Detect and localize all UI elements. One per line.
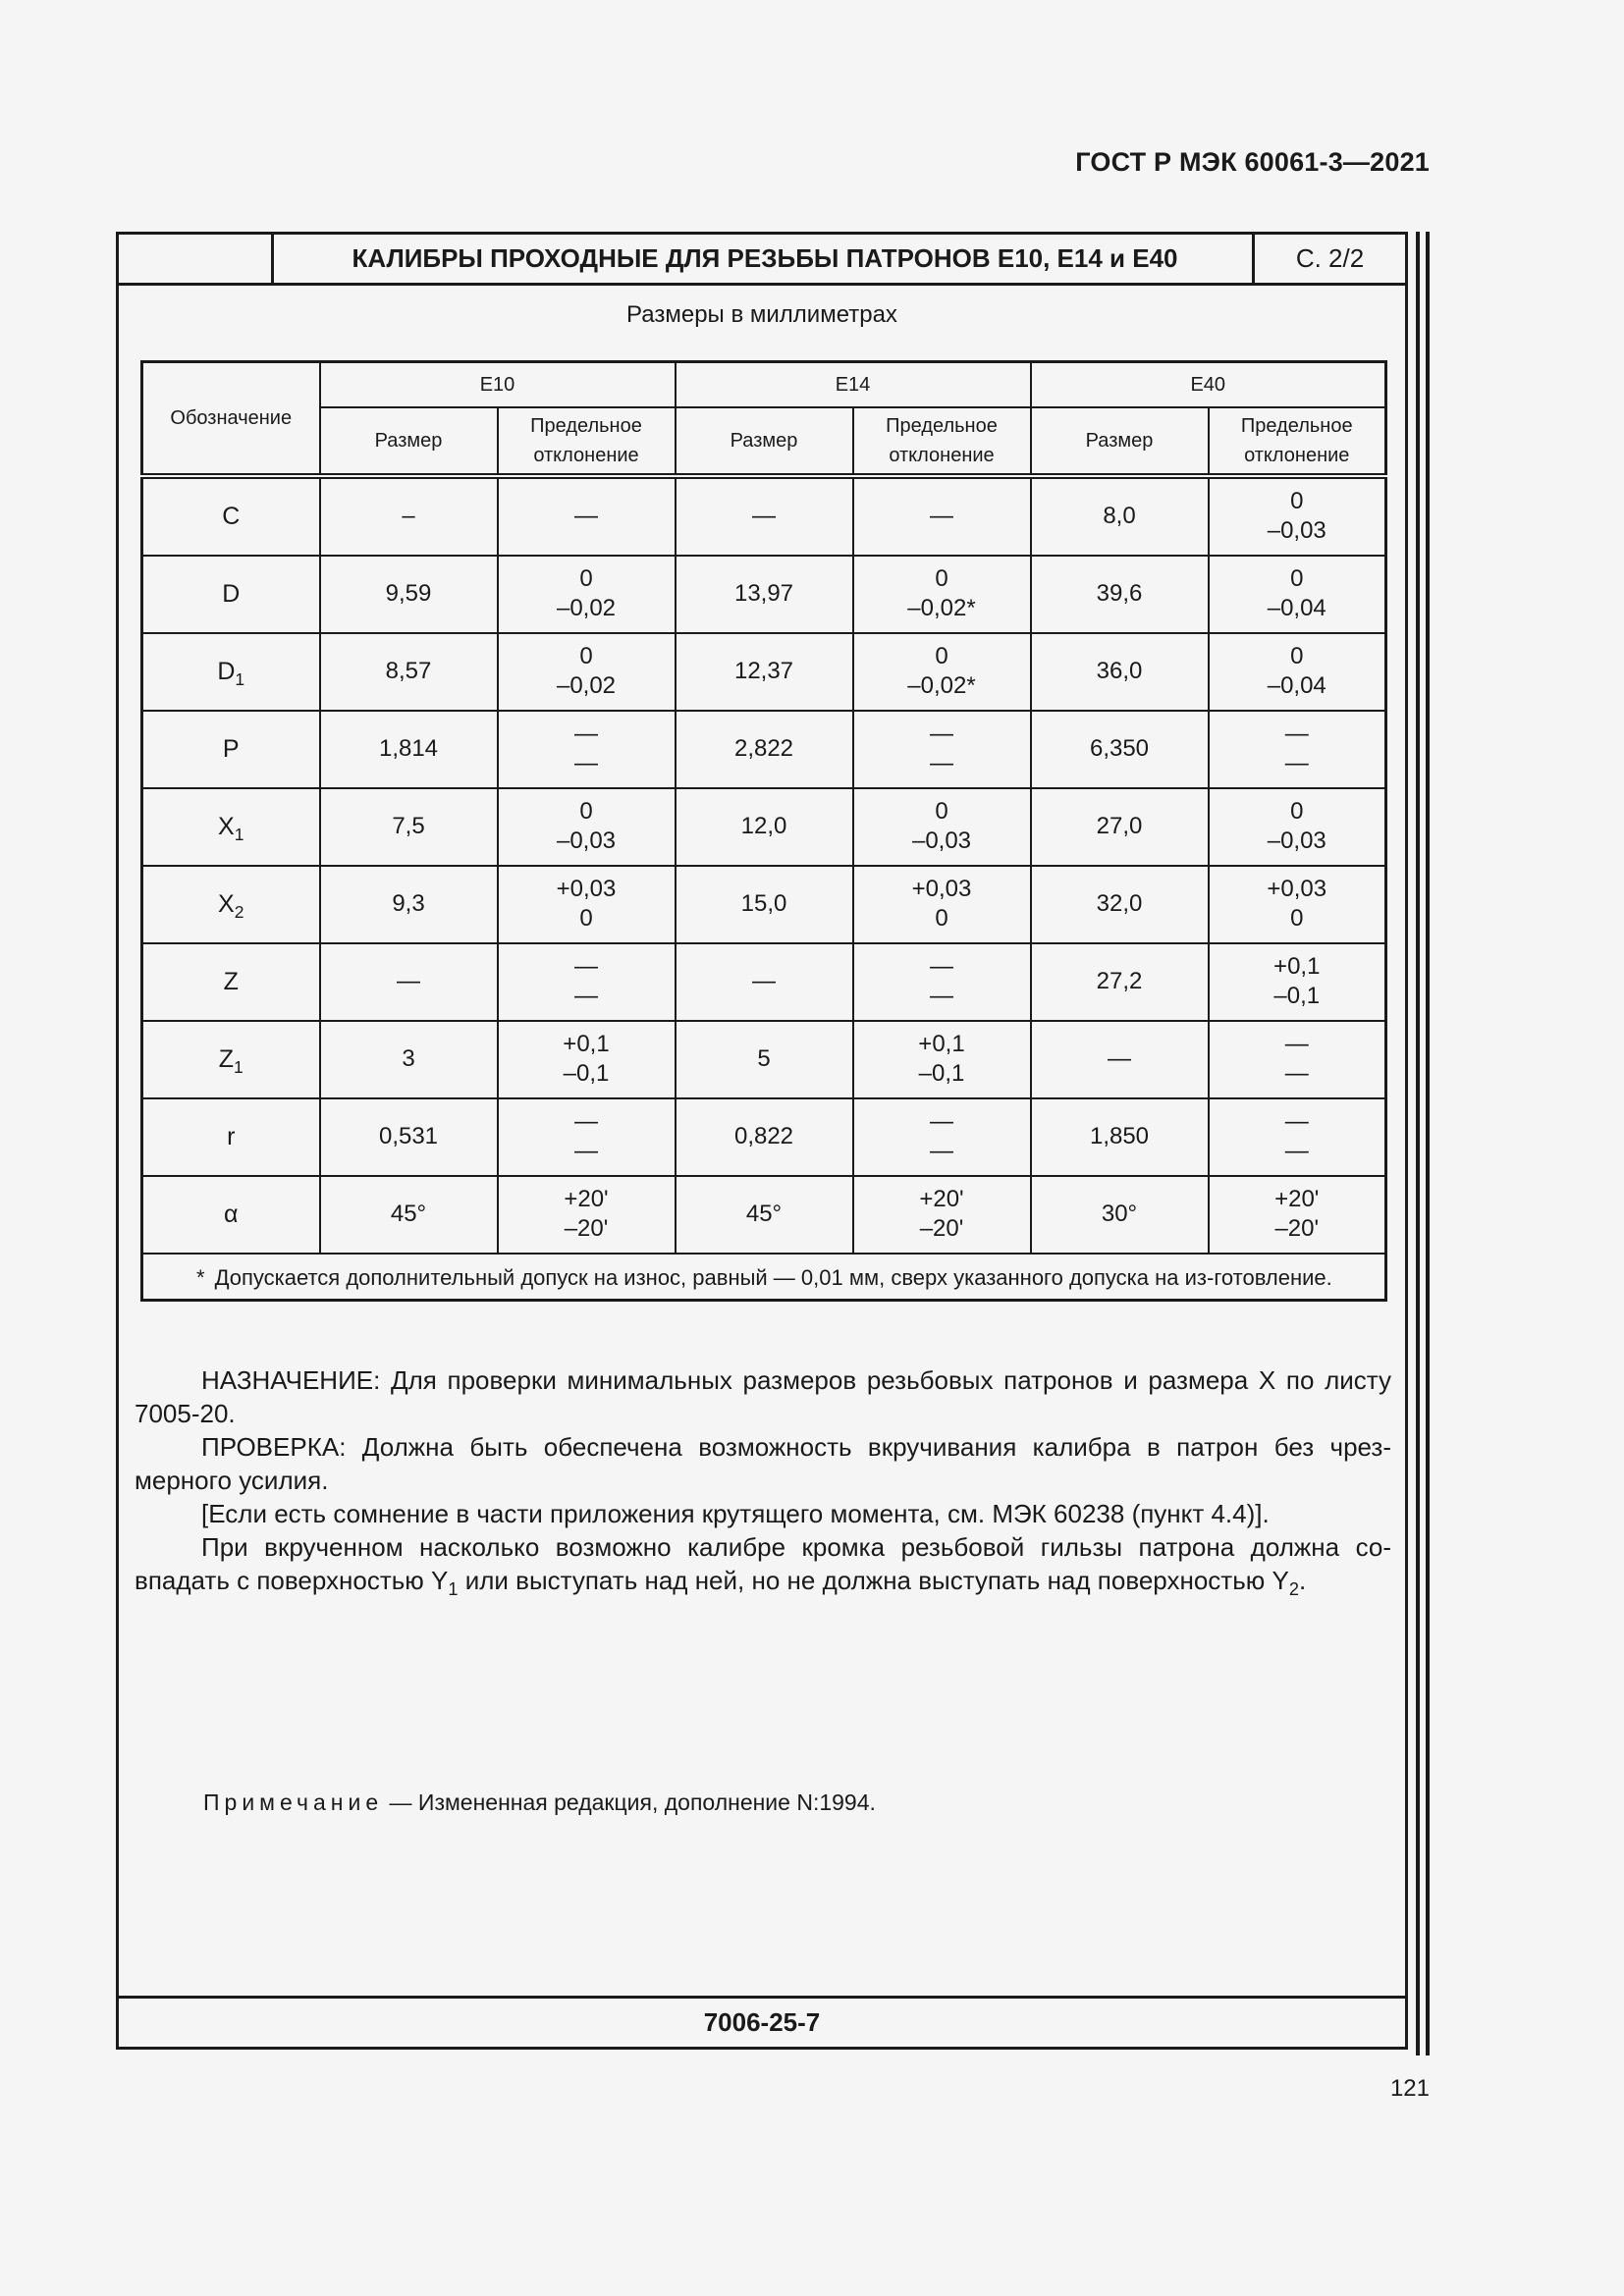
deviation-cell: 0 –0,02: [498, 556, 676, 633]
group-header-e14: E14: [676, 362, 1031, 407]
deviation-cell: 0 –0,04: [1209, 633, 1386, 711]
row-designation: α: [142, 1176, 320, 1254]
page-number: 121: [1389, 2075, 1430, 2102]
deviation-cell: — —: [853, 711, 1031, 788]
deviation-cell: — —: [1209, 1021, 1386, 1098]
table-row: [142, 866, 1386, 943]
table-row: [142, 476, 1386, 556]
size-cell: –: [320, 476, 498, 556]
size-header: Размер: [320, 407, 498, 476]
deviation-cell: — —: [498, 943, 676, 1021]
deviation-cell: +20' –20': [853, 1176, 1031, 1254]
size-cell: 1,850: [1031, 1098, 1209, 1176]
size-cell: —: [320, 943, 498, 1021]
deviation-cell: +0,1 –0,1: [853, 1021, 1031, 1098]
deviation-header: Предельное отклонение: [853, 407, 1031, 476]
size-cell: 7,5: [320, 788, 498, 866]
size-cell: 0,531: [320, 1098, 498, 1176]
table-footnote: * Допускается дополнительный допуск на износ, равный — 0,01 мм, сверх указанного допуска на из-готовление.: [142, 1254, 1386, 1301]
deviation-cell: —: [853, 476, 1031, 556]
torque-paragraph: [Если есть сомнение в части приложения крутящего момента, см. МЭК 60238 (пункт 4.4)].: [201, 1499, 1270, 1528]
deviation-cell: — —: [498, 1098, 676, 1176]
row-designation: C: [142, 476, 320, 556]
drawing-frame: [116, 232, 1408, 2050]
deviation-header: Предельное отклонение: [498, 407, 676, 476]
table-row: [142, 556, 1386, 633]
deviation-cell: 0 –0,03: [498, 788, 676, 866]
table-row: [142, 711, 1386, 788]
size-cell: 32,0: [1031, 866, 1209, 943]
size-cell: 45°: [676, 1176, 853, 1254]
table-row: [142, 1176, 1386, 1254]
deviation-cell: 0 –0,03: [853, 788, 1031, 866]
row-designation: r: [142, 1098, 320, 1176]
size-cell: 36,0: [1031, 633, 1209, 711]
table-row: [142, 788, 1386, 866]
frame-edge-line: [1426, 232, 1430, 2056]
note-label: Примечание: [203, 1789, 384, 1815]
standard-designation: ГОСТ Р МЭК 60061-3—2021: [1075, 147, 1430, 177]
table-row: [142, 633, 1386, 711]
size-cell: 39,6: [1031, 556, 1209, 633]
row-designation: $D_1$: [142, 633, 320, 711]
size-cell: 12,0: [676, 788, 853, 866]
title-block: [119, 235, 1405, 286]
deviation-header: Предельное отклонение: [1209, 407, 1386, 476]
size-cell: 8,0: [1031, 476, 1209, 556]
body-text: [135, 1363, 1391, 1597]
deviation-cell: 0 –0,03: [1209, 788, 1386, 866]
size-cell: 9,3: [320, 866, 498, 943]
note-text: — Измененная редакция, дополнение N:1994.: [383, 1789, 876, 1815]
table-row: [142, 1021, 1386, 1098]
table-row: [142, 1098, 1386, 1176]
deviation-cell: +0,03 0: [853, 866, 1031, 943]
size-cell: 27,0: [1031, 788, 1209, 866]
deviation-cell: +0,1 –0,1: [1209, 943, 1386, 1021]
row-designation: $X_1$: [142, 788, 320, 866]
row-designation: D: [142, 556, 320, 633]
sheet-page: С. 2/2: [1252, 235, 1405, 283]
row-designation: $Z_1$: [142, 1021, 320, 1098]
note: [203, 1789, 876, 1816]
deviation-cell: +20' –20': [498, 1176, 676, 1254]
size-cell: —: [1031, 1021, 1209, 1098]
sheet-title: КАЛИБРЫ ПРОХОДНЫЕ ДЛЯ РЕЗЬБЫ ПАТРОНОВ Е10, Е14 и Е40: [352, 243, 1178, 273]
group-header-e10: E10: [320, 362, 676, 407]
row-designation: Z: [142, 943, 320, 1021]
frame-edge-line: [1416, 232, 1420, 2056]
sheet-code: 7006-25-7: [119, 1996, 1405, 2047]
size-cell: —: [676, 476, 853, 556]
size-cell: 5: [676, 1021, 853, 1098]
deviation-cell: +20' –20': [1209, 1176, 1386, 1254]
row-designation: $X_2$: [142, 866, 320, 943]
deviation-cell: 0 –0,02*: [853, 556, 1031, 633]
size-cell: 3: [320, 1021, 498, 1098]
deviation-cell: 0 –0,02*: [853, 633, 1031, 711]
size-cell: 12,37: [676, 633, 853, 711]
position-paragraph: При вкрученном насколько возможно калибре кромка резьбовой гильзы патрона должна со-впадать с поверхностью $Y_1$ или выступать над ней, но не должна выступать над поверхностью $Y_2$.: [135, 1532, 1391, 1599]
check-paragraph: ПРОВЕРКА: Должна быть обеспечена возможность вкручивания калибра в патрон без чрез-мерного усилия.: [135, 1432, 1391, 1495]
dimensions-table: [140, 360, 1387, 1302]
title-block-empty-cell: [119, 235, 274, 283]
size-header: Размер: [676, 407, 853, 476]
row-designation: P: [142, 711, 320, 788]
size-cell: 8,57: [320, 633, 498, 711]
deviation-cell: — —: [853, 1098, 1031, 1176]
size-cell: 27,2: [1031, 943, 1209, 1021]
size-cell: —: [676, 943, 853, 1021]
size-cell: 9,59: [320, 556, 498, 633]
purpose-paragraph: НАЗНАЧЕНИЕ: Для проверки минимальных размеров резьбовых патронов и размера X по листу 7005-20.: [135, 1365, 1391, 1428]
size-cell: 0,822: [676, 1098, 853, 1176]
deviation-cell: 0 –0,03: [1209, 476, 1386, 556]
units-caption: Размеры в миллиметрах: [626, 301, 897, 328]
size-cell: 30°: [1031, 1176, 1209, 1254]
deviation-cell: — —: [1209, 1098, 1386, 1176]
deviation-cell: +0,1 –0,1: [498, 1021, 676, 1098]
deviation-cell: —: [498, 476, 676, 556]
deviation-cell: — —: [1209, 711, 1386, 788]
deviation-cell: — —: [853, 943, 1031, 1021]
size-cell: 6,350: [1031, 711, 1209, 788]
size-header: Размер: [1031, 407, 1209, 476]
deviation-cell: +0,03 0: [498, 866, 676, 943]
deviation-cell: +0,03 0: [1209, 866, 1386, 943]
deviation-cell: 0 –0,04: [1209, 556, 1386, 633]
deviation-cell: 0 –0,02: [498, 633, 676, 711]
size-cell: 13,97: [676, 556, 853, 633]
deviation-cell: — —: [498, 711, 676, 788]
size-cell: 15,0: [676, 866, 853, 943]
table-row: [142, 943, 1386, 1021]
group-header-e40: E40: [1031, 362, 1386, 407]
designation-header: Обозначение: [142, 362, 320, 476]
size-cell: 45°: [320, 1176, 498, 1254]
size-cell: 2,822: [676, 711, 853, 788]
size-cell: 1,814: [320, 711, 498, 788]
